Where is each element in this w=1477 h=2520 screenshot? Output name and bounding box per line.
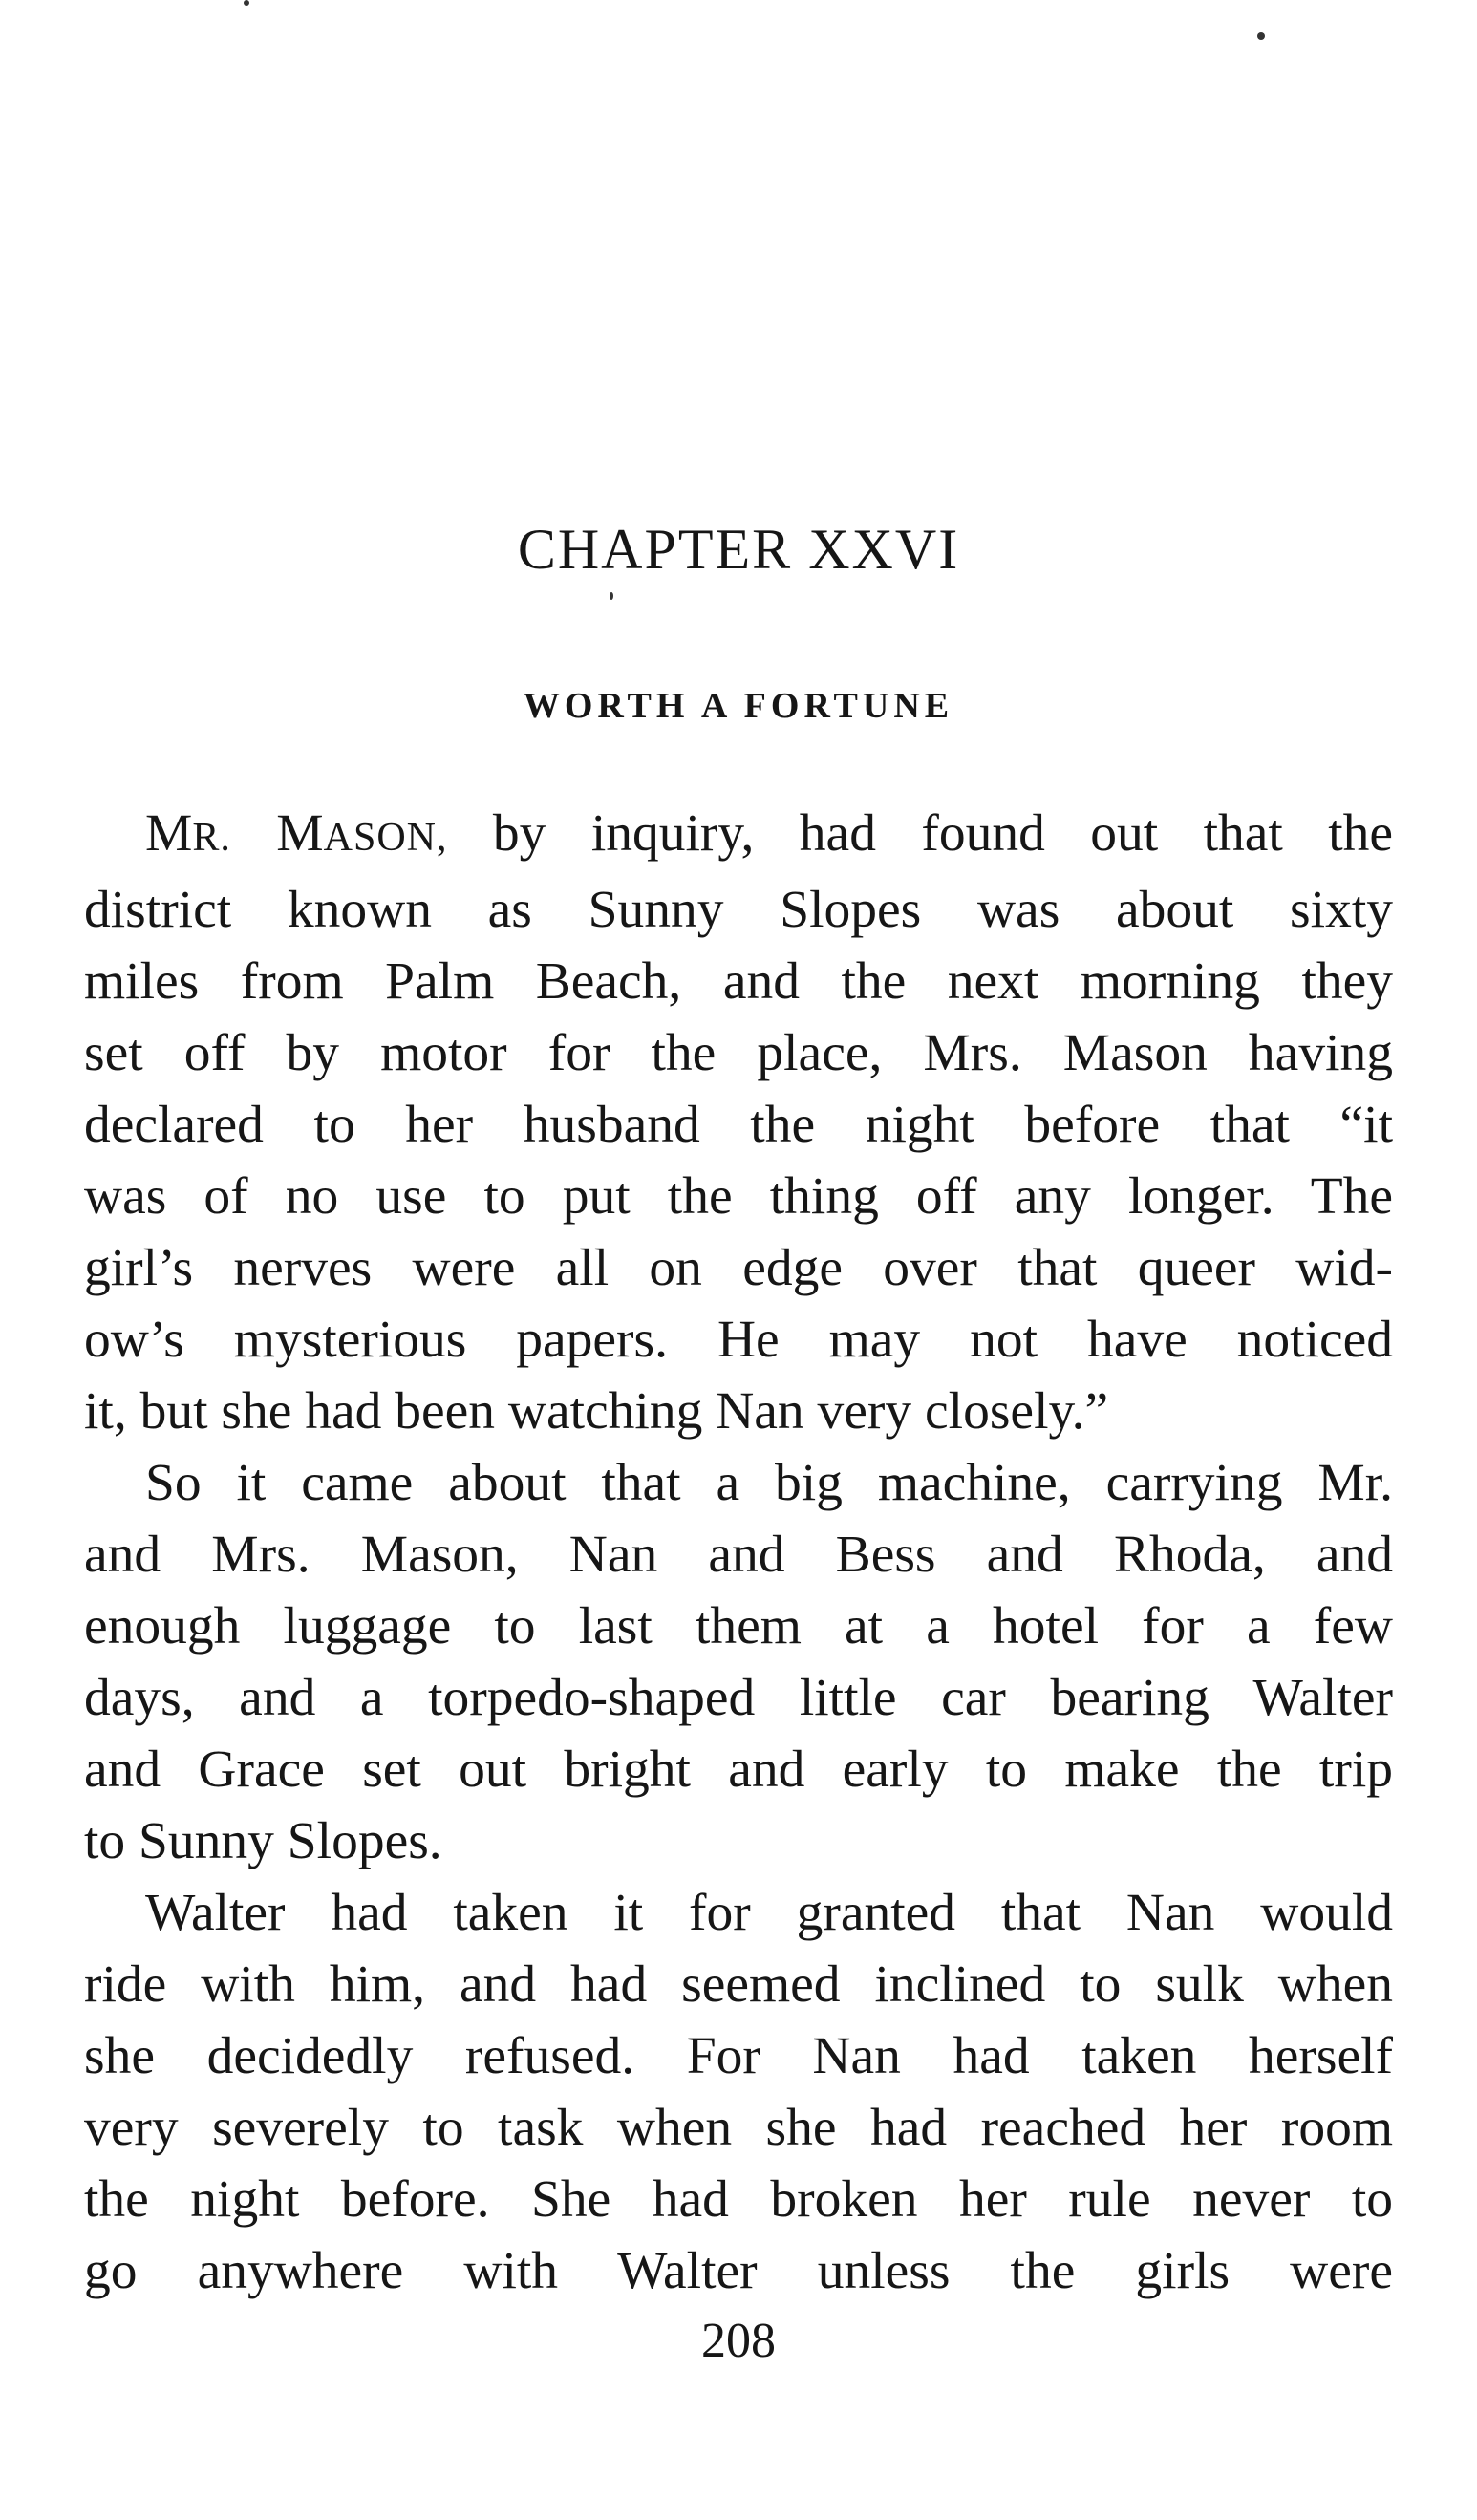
print-speck <box>244 0 249 6</box>
text-line: miles from Palm Beach, and the next morning they <box>84 952 1393 1011</box>
text-line: go anywhere with Walter unless the girls were <box>84 2242 1393 2300</box>
text-line: very severely to task when she had reached her room <box>84 2099 1393 2157</box>
text-line: district known as Sunny Slopes was about sixty <box>84 881 1393 939</box>
paragraph <box>84 798 1393 1447</box>
text-line: set off by motor for the place, Mrs. Mason having <box>84 1024 1393 1082</box>
text-line: the night before. She had broken her rule never to <box>84 2170 1393 2229</box>
text-line: declared to her husband the night before that “it <box>84 1096 1393 1154</box>
text-line: she decidedly refused. For Nan had taken herself <box>84 2027 1393 2085</box>
body-text <box>84 798 1393 2307</box>
text-line: ow’s mysterious papers. He may not have noticed <box>84 1311 1393 1369</box>
text-line: to Sunny Slopes. <box>84 1812 442 1870</box>
text-line: and Grace set out bright and early to make the trip <box>84 1741 1393 1799</box>
small-caps-initial: M <box>145 804 193 863</box>
page-number: 208 <box>701 2314 776 2368</box>
text-line: and Mrs. Mason, Nan and Bess and Rhoda, and <box>84 1526 1393 1584</box>
text-line-content: by inquiry, had found out that the <box>447 804 1393 863</box>
text-line: So it came about that a big machine, carrying Mr. <box>145 1454 1393 1512</box>
text-line: ride with him, and had seemed inclined to sulk when <box>84 1955 1393 2014</box>
print-speck <box>1257 32 1265 40</box>
paragraph <box>84 1877 1393 2307</box>
chapter-subtitle: WORTH A FORTUNE <box>523 686 954 726</box>
paragraph <box>84 1447 1393 1877</box>
text-line: it, but she had been watching Nan very closely.” <box>84 1382 1109 1441</box>
small-caps-initial: M <box>276 804 324 863</box>
small-caps-rest: ASON, <box>323 816 448 860</box>
text-line: was of no use to put the thing off any longer. The <box>84 1167 1393 1226</box>
text-line: girl’s nerves were all on edge over that queer wid- <box>84 1239 1393 1297</box>
chapter-title: CHAPTER XXVI <box>517 518 960 581</box>
small-caps-rest: R. <box>192 816 231 860</box>
text-line <box>84 798 1393 874</box>
text-line: days, and a torpedo-shaped little car bearing Walter <box>84 1669 1393 1727</box>
text-line: enough luggage to last them at a hotel for a few <box>84 1597 1393 1655</box>
text-line: Walter had taken it for granted that Nan would <box>145 1884 1393 1942</box>
print-speck <box>610 592 613 600</box>
